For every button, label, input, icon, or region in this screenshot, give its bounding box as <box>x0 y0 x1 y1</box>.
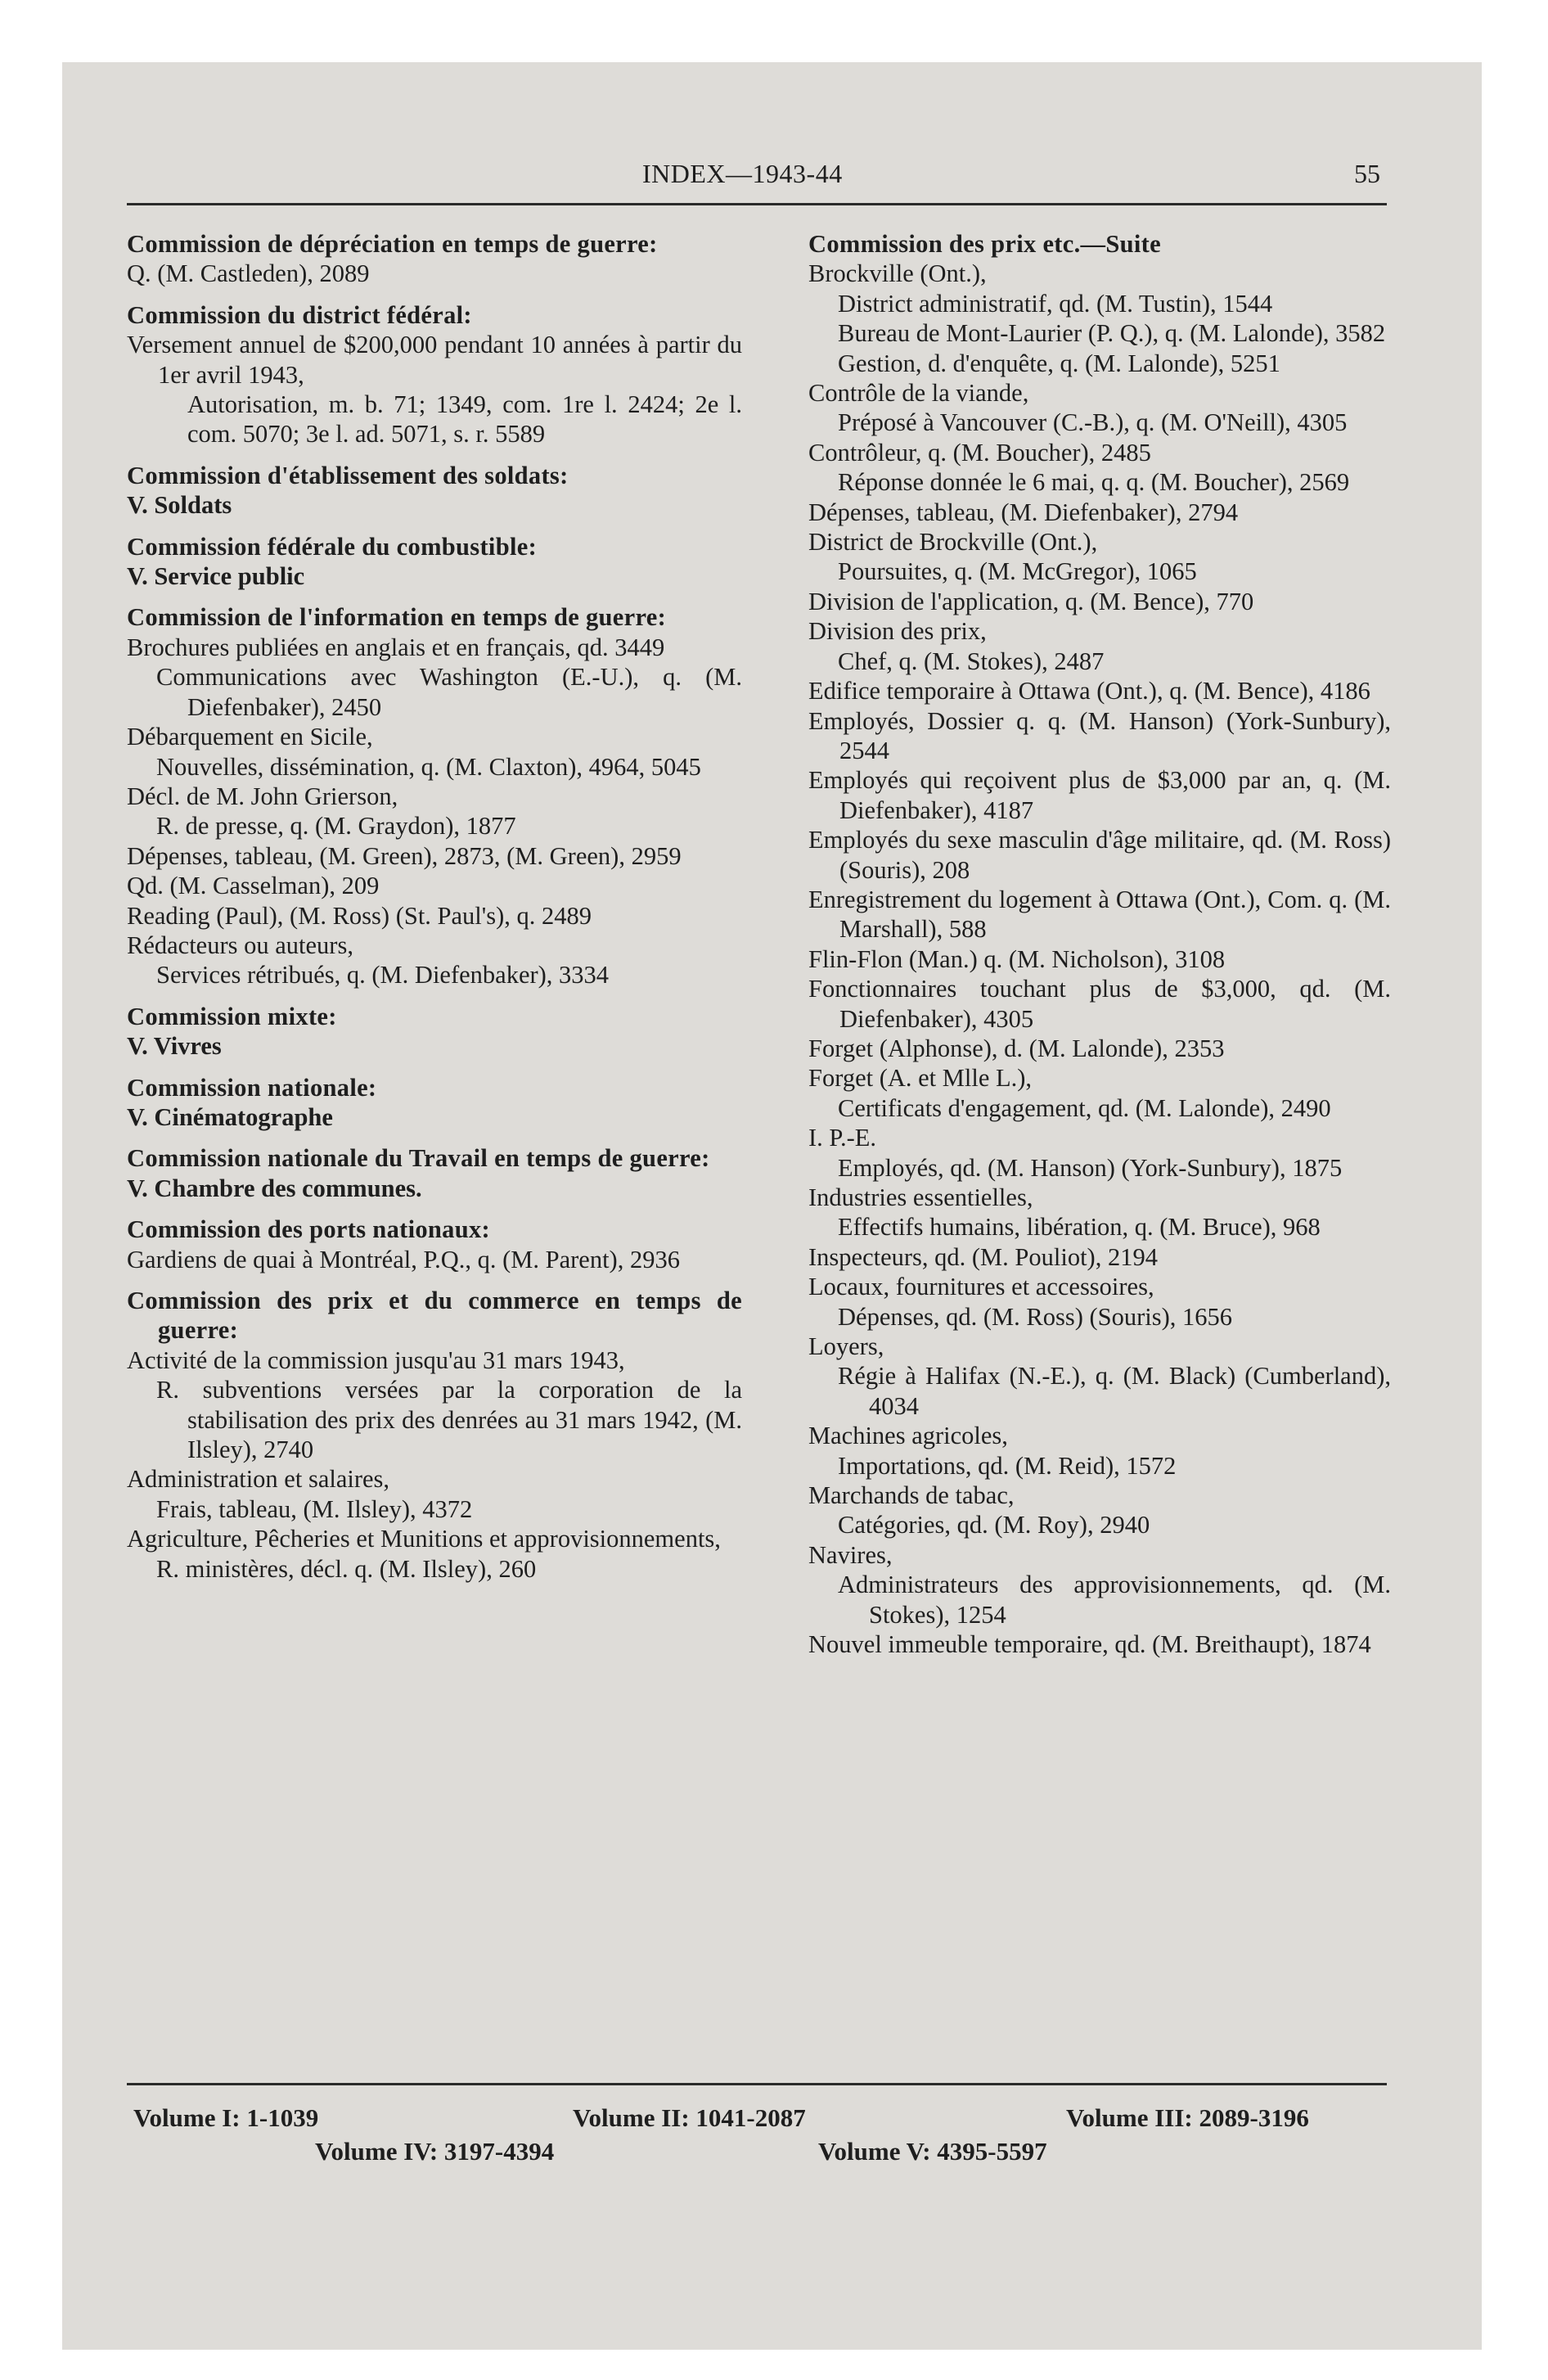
entry-line: Poursuites, q. (M. McGregor), 1065 <box>838 557 1197 586</box>
entry-line: Rédacteurs ou auteurs, <box>127 931 353 959</box>
entry-line: Chef, q. (M. Stokes), 2487 <box>838 647 1105 675</box>
entry-heading: Commission fédérale du combustible: <box>127 532 538 561</box>
entry-heading: Commission des prix et du commerce en temps de guerre: <box>127 1287 742 1345</box>
entry-line: Enregistrement du logement à Ottawa (Ont.), Com. q. (M. Marshall), 588 <box>808 885 1391 944</box>
index-entry <box>127 532 742 592</box>
entry-line: Navires, <box>808 1540 893 1569</box>
index-entry <box>127 1215 742 1274</box>
index-entry <box>127 461 742 521</box>
index-entry <box>127 229 742 289</box>
entry-line: Employés du sexe masculin d'âge militaire, qd. (M. Ross) (Souris), 208 <box>808 826 1391 884</box>
entry-line: Administration et salaires, <box>127 1465 390 1494</box>
entry-line: Préposé à Vancouver (C.-B.), q. (M. O'Neill), 4305 <box>838 408 1348 437</box>
entry-line: Bureau de Mont-Laurier (P. Q.), q. (M. Lalonde), 3582 <box>838 319 1386 348</box>
entry-line: Débarquement en Sicile, <box>127 723 373 751</box>
entry-line: Brockville (Ont.), <box>808 259 987 288</box>
entry-line: Certificats d'engagement, qd. (M. Lalonde), 2490 <box>838 1093 1331 1122</box>
entry-line: Contrôle de la viande, <box>808 379 1029 408</box>
volume-range-5: Volume V: 4395-5597 <box>818 2137 1047 2166</box>
footer-rule <box>127 2083 1387 2085</box>
entry-heading: Commission nationale du Travail en temps de guerre: <box>127 1144 710 1173</box>
entry-heading: Commission d'établissement des soldats: <box>127 461 569 489</box>
entry-line: Importations, qd. (M. Reid), 1572 <box>838 1451 1177 1480</box>
entry-line: Activité de la commission jusqu'au 31 mars 1943, <box>127 1346 625 1374</box>
entry-line: Nouvelles, dissémination, q. (M. Claxton), 4964, 5045 <box>156 752 701 781</box>
entry-line: Services rétribués, q. (M. Diefenbaker), 3334 <box>156 961 610 989</box>
volume-range-1: Volume I: 1-1039 <box>133 2103 319 2132</box>
entry-line: Reading (Paul), (M. Ross) (St. Paul's), q. 2489 <box>127 901 592 930</box>
entry-line: Machines agricoles, <box>808 1422 1008 1450</box>
entry-heading: Commission du district fédéral: <box>127 300 472 329</box>
index-entry <box>127 1073 742 1133</box>
header-rule <box>127 203 1387 205</box>
entry-heading: Commission des ports nationaux: <box>127 1215 490 1244</box>
entry-line: Marchands de tabac, <box>808 1481 1015 1510</box>
entry-line: R. subventions versées par la corporation de la stabilisation des prix des denrées au 31 mars 1942, (M. Ilsley), 2740 <box>156 1376 742 1464</box>
volume-range-2: Volume II: 1041-2087 <box>573 2103 806 2132</box>
index-entry <box>127 1143 742 1203</box>
entry-line: I. P.-E. <box>808 1124 877 1152</box>
cross-reference: V. Soldats <box>127 491 232 520</box>
cross-reference: V. Vivres <box>127 1032 222 1061</box>
entry-line: Effectifs humains, libération, q. (M. Bruce), 968 <box>838 1213 1321 1242</box>
entry-line: Régie à Halifax (N.-E.), q. (M. Black) (Cumberland), 4034 <box>838 1362 1391 1420</box>
entry-line: Communications avec Washington (E.-U.), q. (M. Diefenbaker), 2450 <box>156 663 742 721</box>
entry-heading: Commission nationale: <box>127 1073 377 1102</box>
entry-line: Inspecteurs, qd. (M. Pouliot), 2194 <box>808 1242 1158 1271</box>
volume-range-3: Volume III: 2089-3196 <box>1066 2103 1309 2132</box>
entry-line: Qd. (M. Casselman), 209 <box>127 872 380 900</box>
entry-line: Flin-Flon (Man.) q. (M. Nicholson), 3108 <box>808 944 1226 973</box>
entry-line: Employés, Dossier q. q. (M. Hanson) (York-Sunbury), 2544 <box>808 706 1391 764</box>
index-entry <box>127 602 742 989</box>
entry-line: R. de presse, q. (M. Graydon), 1877 <box>156 812 516 841</box>
entry-line: Forget (A. et Mlle L.), <box>808 1064 1033 1093</box>
entry-line: Division des prix, <box>808 617 987 646</box>
entry-heading: Commission des prix etc.—Suite <box>808 230 1161 258</box>
index-column-right <box>808 229 1391 1671</box>
entry-line: Division de l'application, q. (M. Bence), 770 <box>808 587 1254 615</box>
entry-line: District administratif, qd. (M. Tustin), 1544 <box>838 289 1273 318</box>
entry-line: Nouvel immeuble temporaire, qd. (M. Breithaupt), 1874 <box>808 1630 1371 1659</box>
running-header: INDEX—1943-44 <box>642 159 843 188</box>
entry-line: Employés qui reçoivent plus de $3,000 par an, q. (M. Diefenbaker), 4187 <box>808 766 1391 824</box>
entry-line: Contrôleur, q. (M. Boucher), 2485 <box>808 438 1151 467</box>
entry-line: Dépenses, qd. (M. Ross) (Souris), 1656 <box>838 1302 1233 1331</box>
entry-line: R. ministères, décl. q. (M. Ilsley), 260 <box>156 1554 537 1583</box>
cross-reference: V. Chambre des communes. <box>127 1174 422 1202</box>
page-number: 55 <box>1354 159 1380 188</box>
entry-line: Q. (M. Castleden), 2089 <box>127 259 370 288</box>
entry-line: Décl. de M. John Grierson, <box>127 782 398 810</box>
entry-line: Catégories, qd. (M. Roy), 2940 <box>838 1511 1150 1539</box>
index-column-left <box>127 229 742 1595</box>
entry-line: Gestion, d. d'enquête, q. (M. Lalonde), 5251 <box>838 349 1280 377</box>
entry-line: Réponse donnée le 6 mai, q. q. (M. Boucher), 2569 <box>838 468 1350 497</box>
entry-heading: Commission mixte: <box>127 1002 337 1030</box>
entry-line: Industries essentielles, <box>808 1183 1033 1211</box>
entry-line: Loyers, <box>808 1332 884 1361</box>
index-entry <box>808 229 1391 1660</box>
entry-line: Gardiens de quai à Montréal, P.Q., q. (M. Parent), 2936 <box>127 1245 680 1273</box>
index-entry <box>127 1286 742 1584</box>
entry-line: Dépenses, tableau, (M. Green), 2873, (M. Green), 2959 <box>127 841 682 870</box>
cross-reference: V. Service public <box>127 562 305 591</box>
entry-line: Locaux, fournitures et accessoires, <box>808 1273 1154 1301</box>
entry-line: Frais, tableau, (M. Ilsley), 4372 <box>156 1494 473 1523</box>
entry-line: Autorisation, m. b. 71; 1349, com. 1re l. 2424; 2e l. com. 5070; 3e l. ad. 5071, s. r. 5589 <box>187 390 742 449</box>
entry-line: Edifice temporaire à Ottawa (Ont.), q. (M. Bence), 4186 <box>808 677 1370 705</box>
entry-heading: Commission de dépréciation en temps de guerre: <box>127 230 658 258</box>
entry-line: Agriculture, Pêcheries et Munitions et approvisionnements, <box>127 1525 721 1553</box>
entry-line: District de Brockville (Ont.), <box>808 528 1098 557</box>
entry-line: Forget (Alphonse), d. (M. Lalonde), 2353 <box>808 1034 1225 1062</box>
entry-line: Fonctionnaires touchant plus de $3,000, qd. (M. Diefenbaker), 4305 <box>808 975 1391 1033</box>
volume-range-4: Volume IV: 3197-4394 <box>315 2137 555 2166</box>
entry-line: Administrateurs des approvisionnements, qd. (M. Stokes), 1254 <box>838 1571 1391 1629</box>
index-entry <box>127 1002 742 1062</box>
entry-heading: Commission de l'information en temps de guerre: <box>127 603 667 632</box>
entry-line: Versement annuel de $200,000 pendant 10 années à partir du 1er avril 1943, <box>127 331 742 389</box>
entry-line: Dépenses, tableau, (M. Diefenbaker), 2794 <box>808 498 1239 526</box>
entry-line: Employés, qd. (M. Hanson) (York-Sunbury), 1875 <box>838 1153 1343 1182</box>
entry-line: Brochures publiées en anglais et en français, qd. 3449 <box>127 633 665 661</box>
index-entry <box>127 300 742 449</box>
cross-reference: V. Cinématographe <box>127 1102 333 1131</box>
